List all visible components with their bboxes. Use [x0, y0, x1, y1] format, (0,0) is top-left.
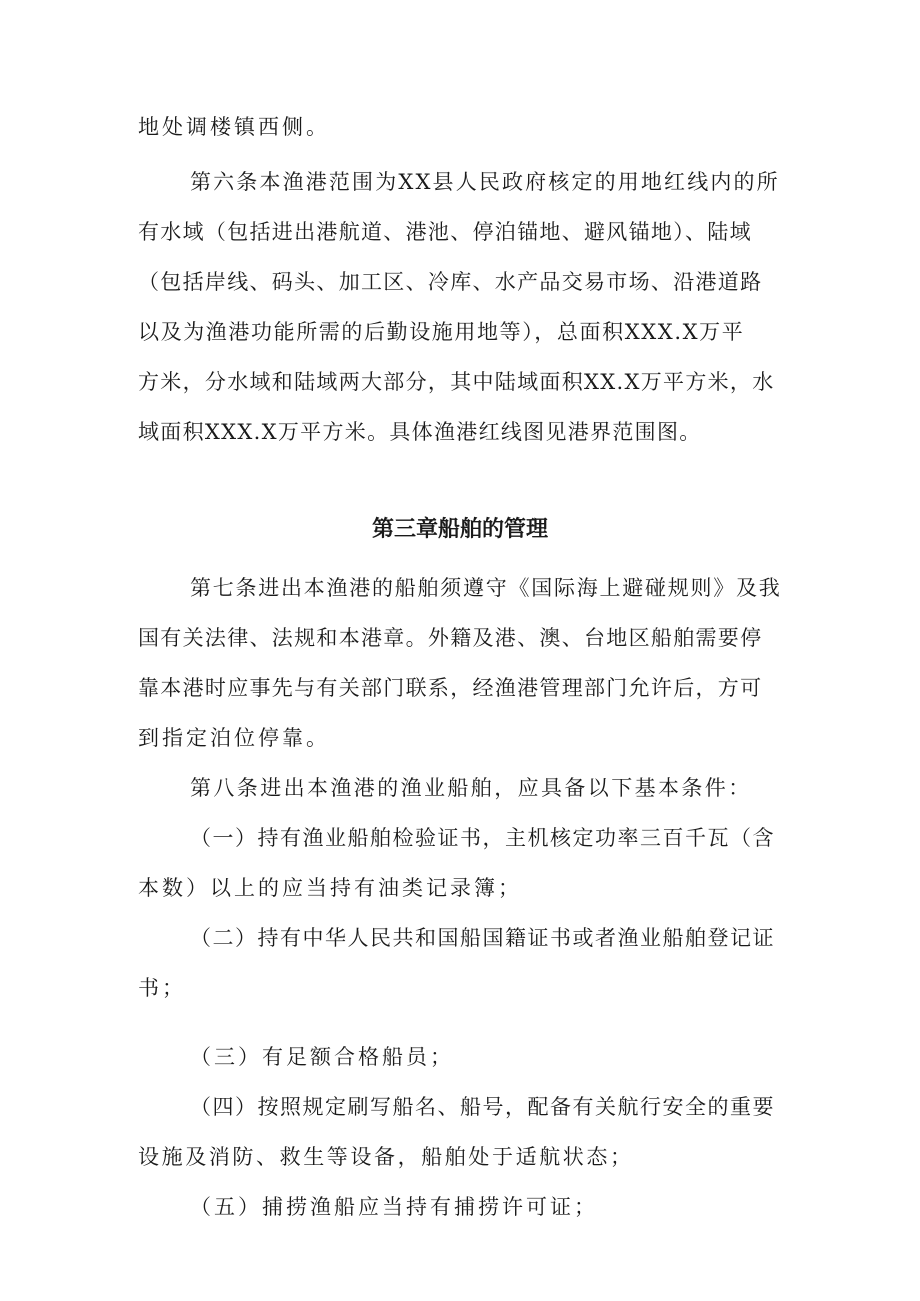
- paragraph-line: 有水域（包括进出港航道、港池、停泊锚地、避风锚地）、陆域: [138, 220, 752, 244]
- paragraph-line: 第八条进出本渔港的渔业船舶，应具备以下基本条件：: [190, 776, 752, 800]
- paragraph-line: 方米，分水域和陆域两大部分，其中陆域面积XX.X万平方米，水: [138, 370, 775, 394]
- paragraph-line: （包括岸线、码头、加工区、冷库、水产品交易市场、沿港道路: [138, 270, 763, 294]
- list-item-line: 本数）以上的应当持有油类记录簿；: [138, 876, 522, 900]
- paragraph-line: 地处调楼镇西侧。: [138, 115, 330, 139]
- list-item-line: 设施及消防、救生等设备，船舶处于适航状态；: [138, 1145, 634, 1169]
- chapter-heading: 第三章船舶的管理: [371, 517, 548, 542]
- list-item-line: （一）持有渔业船舶检验证书，主机核定功率三百千瓦（含: [190, 826, 775, 850]
- list-item-line: （二）持有中华人民共和国船国籍证书或者渔业船舶登记证: [190, 926, 775, 950]
- list-item-line: （四）按照规定刷写船名、船号，配备有关航行安全的重要: [190, 1095, 775, 1119]
- list-item-line: （三）有足额合格船员；: [190, 1045, 454, 1069]
- paragraph-line: 第六条本渔港范围为XX县人民政府核定的用地红线内的所: [190, 170, 780, 194]
- list-item-line: （五）捕捞渔船应当持有捕捞许可证；: [190, 1195, 598, 1219]
- paragraph-line: 第七条进出本渔港的船舶须遵守《国际海上避碰规则》及我: [190, 576, 782, 600]
- paragraph-line: 域面积XXX.X万平方米。具体渔港红线图见港界范围图。: [138, 420, 702, 444]
- list-item-line: 书；: [138, 976, 186, 1000]
- paragraph-line: 靠本港时应事先与有关部门联系，经渔港管理部门允许后，方可: [138, 676, 763, 700]
- paragraph-line: 以及为渔港功能所需的后勤设施用地等），总面积XXX.X万平: [138, 320, 745, 344]
- paragraph-line: 到指定泊位停靠。: [138, 726, 330, 750]
- paragraph-line: 国有关法律、法规和本港章。外籍及港、澳、台地区船舶需要停: [138, 626, 763, 650]
